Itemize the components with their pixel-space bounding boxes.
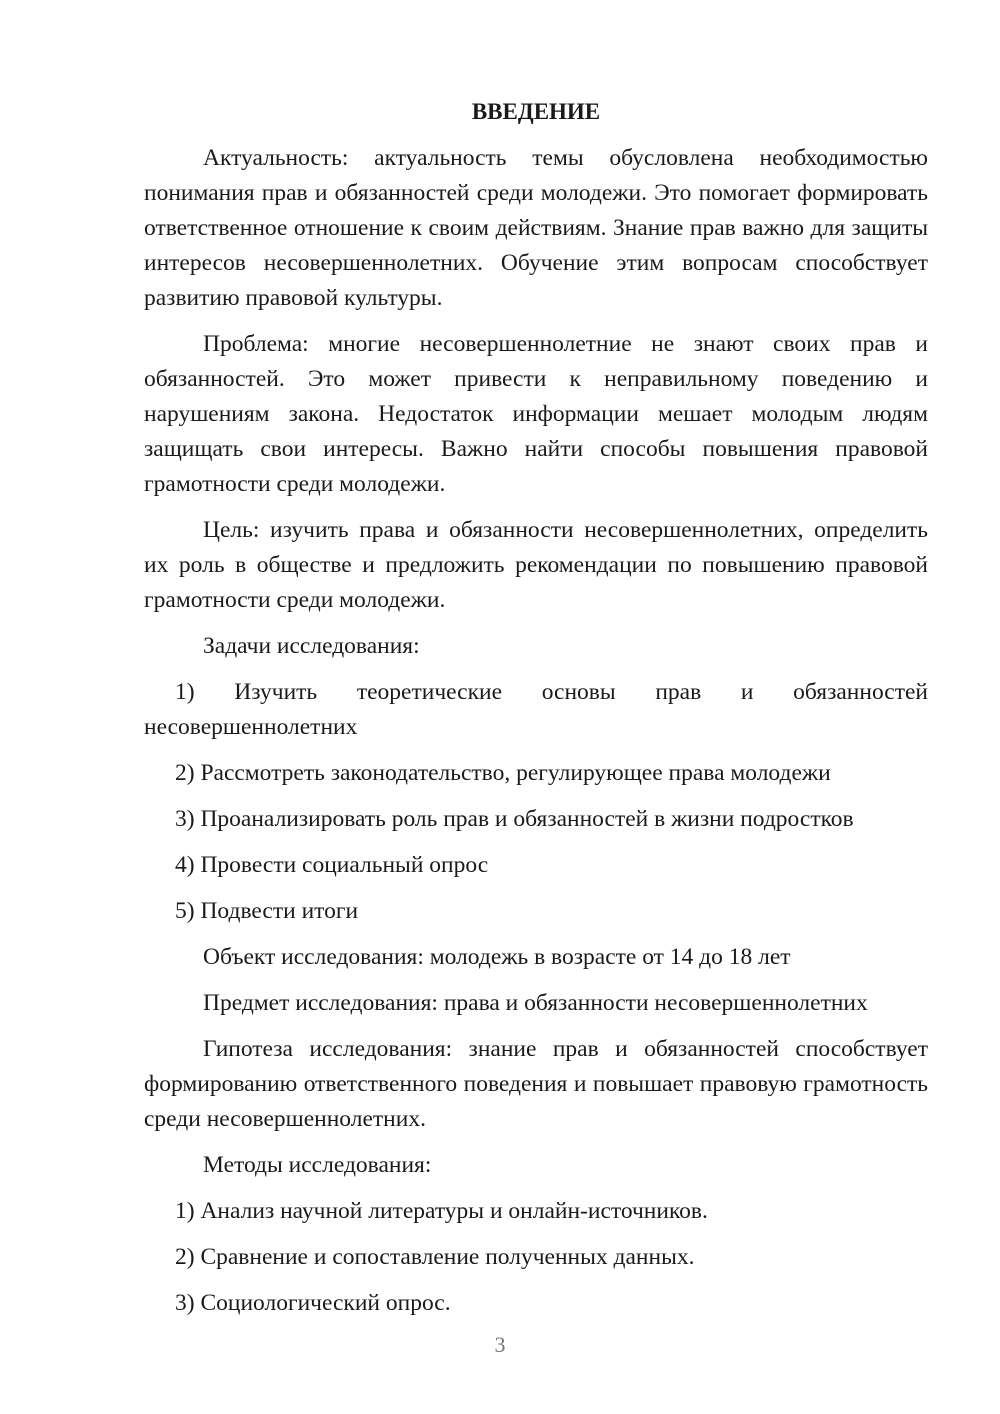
method-item: 3) Социологический опрос. xyxy=(175,1290,451,1316)
page-number: 3 xyxy=(494,1332,506,1357)
goal-paragraph: Цель: изучить права и обязанности несовершеннолетних, определить их роль в обществе и предложить рекомендации по повышению правовой грамотности среди молодежи. xyxy=(144,517,928,613)
task-item: 3) Проанализировать роль прав и обязанностей в жизни подростков xyxy=(175,806,854,832)
methods-heading: Методы исследования: xyxy=(203,1152,432,1178)
problem-paragraph: Проблема: многие несовершеннолетние не знают своих прав и обязанностей. Это может привести к неправильному поведению и нарушениям закона. Недостаток информации мешает молодым людям защищать свои интересы. Важно найти способы повышения правовой грамотности среди молодежи. xyxy=(144,331,928,497)
object-line: Объект исследования: молодежь в возрасте от 14 до 18 лет xyxy=(203,944,791,970)
section-title: ВВЕДЕНИЕ xyxy=(471,99,601,124)
tasks-heading: Задачи исследования: xyxy=(203,633,420,659)
task-item: 5) Подвести итоги xyxy=(175,898,359,924)
task-item: 1) Изучить теоретические основы прав и обязанностей несовершеннолетних xyxy=(144,679,928,740)
method-item: 2) Сравнение и сопоставление полученных данных. xyxy=(175,1244,695,1270)
hypothesis-paragraph: Гипотеза исследования: знание прав и обязанностей способствует формированию ответственного поведения и повышает правовую грамотность среди несовершеннолетних. xyxy=(144,1036,928,1132)
method-item: 1) Анализ научной литературы и онлайн-источников. xyxy=(175,1198,708,1224)
task-item: 4) Провести социальный опрос xyxy=(175,852,489,878)
relevance-paragraph: Актуальность: актуальность темы обусловлена необходимостью понимания прав и обязанностей среди молодежи. Это помогает формировать ответственное отношение к своим действиям. Знание прав важно для защиты интересов несовершеннолетних. Обучение этим вопросам способствует развитию правовой культуры. xyxy=(144,145,928,311)
task-item: 2) Рассмотреть законодательство, регулирующее права молодежи xyxy=(175,760,831,786)
document-page xyxy=(144,94,928,1332)
subject-line: Предмет исследования: права и обязанности несовершеннолетних xyxy=(203,990,868,1016)
